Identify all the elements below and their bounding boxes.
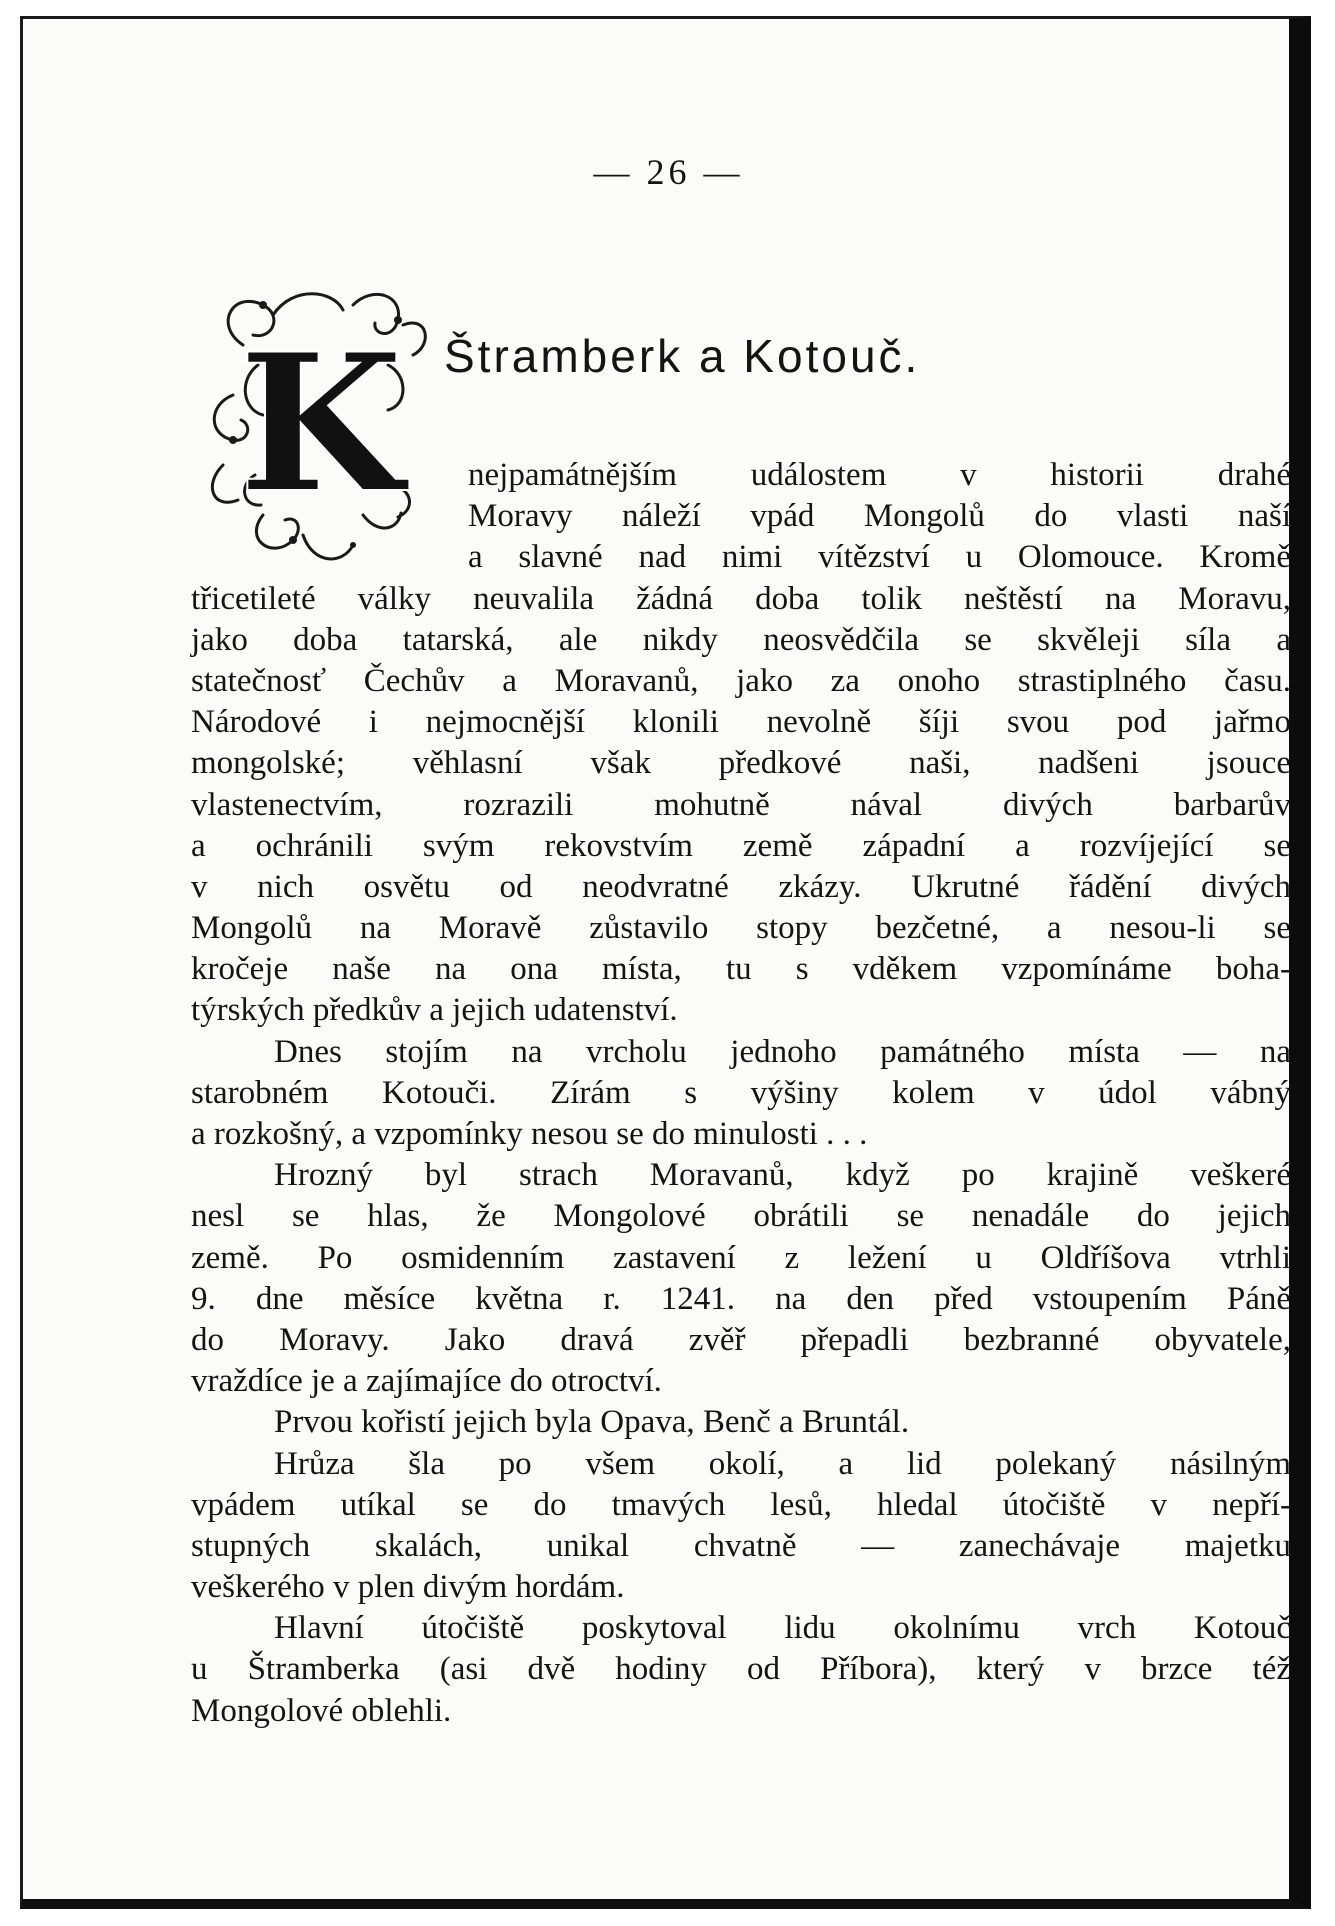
- text-line: Prvou kořistí jejich byla Opava, Benč a Bruntál.: [274, 1404, 910, 1441]
- text-line: nejpamátnějším událostem v historii drahé: [468, 457, 1291, 493]
- text-line: kročeje naše na ona místa, tu s vděkem vzpomínáme boha-: [191, 951, 1291, 988]
- chapter-title: Štramberk a Kotouč.: [444, 330, 921, 382]
- book-page: [20, 16, 1311, 1909]
- text-line: starobném Kotouči. Zírám s výšiny kolem v údol vábný: [191, 1074, 1291, 1111]
- text-line: a slavné nad nimi vítězství u Olomouce. Kromě: [468, 539, 1291, 576]
- text-line: vpádem utíkal se do tmavých lesů, hledal útočiště v nepří-: [191, 1486, 1291, 1523]
- text-line: třicetileté války neuvalila žádná doba tolik neštěstí na Moravu,: [191, 580, 1291, 617]
- text-line: do Moravy. Jako dravá zvěř přepadli bezbranné obyvatele,: [191, 1321, 1291, 1358]
- text-line: Dnes stojím na vrcholu jednoho památného místa — na: [274, 1033, 1291, 1070]
- text-line: Hrozný byl strach Moravanů, když po krajině veškeré: [274, 1157, 1291, 1194]
- drop-cap-letter: K: [238, 312, 404, 535]
- text-line: vlastenectvím, rozrazili mohutně nával divých barbarův: [191, 786, 1291, 823]
- text-line: statečnosť Čechův a Moravanů, jako za onoho strastiplného času.: [191, 662, 1291, 699]
- text-line: Mongolů na Moravě zůstavilo stopy bezčetné, a nesou-li se: [191, 910, 1291, 947]
- text-line: týrských předkův a jejich udatenství.: [191, 992, 678, 1029]
- text-line: Moravy náleží vpád Mongolů do vlasti naší: [468, 498, 1291, 535]
- text-line: Hlavní útočiště poskytoval lidu okolnímu vrch Kotouč: [274, 1610, 1291, 1647]
- text-line: jako doba tatarská, ale nikdy neosvědčila se skvěleji síla a: [191, 621, 1291, 658]
- text-line: nesl se hlas, že Mongolové obrátili se nenadále do jejich: [191, 1198, 1291, 1235]
- text-line: země. Po osmidenním zastavení z ležení u Oldříšova vtrhli: [191, 1239, 1291, 1276]
- text-line: u Štramberka (asi dvě hodiny od Příbora), který v brzce též: [191, 1651, 1291, 1688]
- text-line: Hrůza šla po všem okolí, a lid polekaný násilným: [274, 1445, 1291, 1482]
- text-line: stupných skalách, unikal chvatně — zanechávaje majetku: [191, 1527, 1291, 1564]
- text-line: a ochránili svým rekovstvím země západní a rozvíjející se: [191, 827, 1291, 864]
- text-line: 9. dne měsíce května r. 1241. na den před vstoupením Páně: [191, 1280, 1291, 1317]
- page-number: — 26 —: [593, 152, 744, 192]
- text-line: vraždíce je a zajímajíce do otroctví.: [191, 1363, 662, 1400]
- text-line: Mongolové oblehli.: [191, 1692, 452, 1729]
- text-line: mongolské; věhlasní však předkové naši, nadšeni jsouce: [191, 745, 1291, 782]
- text-line: veškerého v plen divým hordám.: [191, 1569, 625, 1606]
- body-text: [191, 455, 1291, 1732]
- text-line: a rozkošný, a vzpomínky nesou se do minulosti . . .: [191, 1116, 868, 1152]
- text-line: Národové i nejmocnější klonili nevolně šíji svou pod jařmo: [191, 704, 1291, 741]
- text-line: v nich osvětu od neodvratné zkázy. Ukrutné řádění divých: [191, 868, 1291, 905]
